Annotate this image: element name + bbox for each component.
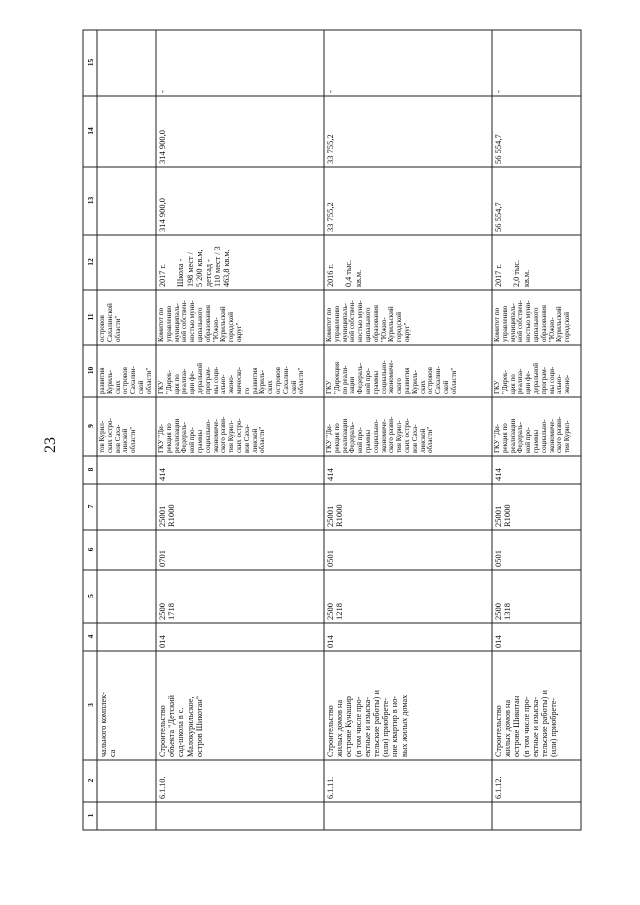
column-header-15: 15 — [86, 58, 95, 67]
table-cell-1-7: 25001 R1000 — [157, 504, 177, 527]
table-cell-2-6: 0501 — [325, 550, 335, 567]
continued-cell-c3: чального комплек- са — [99, 692, 118, 757]
table-cell-2-15: - — [325, 90, 335, 93]
table-cell-3-7: 25001 R1000 — [493, 504, 513, 527]
table-cell-1-6: 0701 — [157, 550, 167, 567]
table-cell-1-12: 2017 г. Школа - 198 мест / 5 200 кв.м, детсад - 110 мест / 3 463,8 кв.м. — [158, 246, 232, 287]
table-cell-1-15: - — [157, 90, 167, 93]
page-number: 23 — [42, 437, 59, 453]
table-cell-2-7: 25001 R1000 — [325, 504, 345, 527]
continued-cell-c9: тов Курил- ских остро- вов Саха- линской области" — [98, 418, 138, 453]
table-cell-1-13: 314 900,0 — [157, 198, 167, 232]
table-cell-1-4: 014 — [157, 635, 167, 648]
table-cell-1-9: ГКУ "Ди- рекция по реализации Федераль- ной про- граммы социально- экономиче- ского разви- тия Курил- ских остро- вов Саха- линской области" — [157, 416, 267, 453]
column-header-13: 13 — [86, 196, 95, 205]
table-cell-1-2: 6.1.10. — [158, 776, 167, 799]
table-cell-2-14: 33 755,2 — [325, 134, 335, 164]
table-cell-2-13: 33 755,2 — [325, 202, 335, 232]
table-cell-3-12: 2017 г. 2,0 тыс. кв.м. — [494, 259, 531, 287]
table-cell-3-3: Строительство жилых домов на острове Шикотан (в том числе про- ектные и изыска- тельские работы) и (или) приобрете- — [494, 690, 559, 757]
table-cell-3-8: 414 — [493, 468, 503, 481]
table-cell-2-3: Строительство жилых домов на острове Кунашир (в том числе про- ектные и изыска- тельские работы) и (или) приобрете- ние квартир в но- вых жилых домах — [326, 690, 409, 757]
column-header-7: 7 — [86, 504, 95, 509]
column-header-10: 10 — [86, 366, 95, 375]
table-cell-2-11: Комитет по управлению муниципаль- ной собствен- ностью муни- ципального образования "Южно- Курильский городской округ" — [325, 300, 411, 342]
table-cell-2-9: ГКУ "Ди- рекция по реализации Федераль- ной про- граммы социально- экономиче- ского разви- тия Курил- ских остро- вов Саха- линской области" — [325, 416, 435, 453]
table-cell-3-6: 0501 — [493, 550, 503, 567]
table-cell-3-11: Комитет по управлению муниципаль- ной собствен- ностью муни- ципального образования "Южно- Курильский городской — [493, 300, 572, 342]
table-cell-1-10: ГКУ "Дирек- ция по реализа- ции фе- деральной програм- мы соци- ально- эконо- мическо- го развития Куриль- ских островов Сахалин- ской области" — [157, 362, 306, 394]
column-header-4: 4 — [86, 634, 95, 639]
table-cell-3-2: 6.1.12. — [494, 776, 503, 799]
column-header-9: 9 — [86, 424, 95, 428]
column-header-5: 5 — [86, 594, 95, 598]
table-cell-2-8: 414 — [325, 468, 335, 481]
column-header-1: 1 — [86, 813, 95, 818]
table-cell-2-4: 014 — [325, 635, 335, 648]
table-cell-1-8: 414 — [157, 468, 167, 481]
table-cell-1-11: Комитет по управлению муниципаль- ной собствен- ностью муни- ципального образования "Южно- Курильский городской округ" — [157, 300, 243, 342]
table-cell-2-5: 2500 1218 — [325, 603, 345, 620]
table-cell-3-14: 56 554,7 — [493, 134, 503, 164]
table-cell-1-3: Строительство объекта "Детский сад-школа в с. Малокурильское, остров Шикотан" — [158, 695, 204, 757]
table-cell-2-2: 6.1.11. — [326, 776, 335, 799]
column-header-3: 3 — [86, 703, 95, 707]
table-cell-2-12: 2016 г. 0,4 тыс. кв.м. — [326, 259, 363, 287]
continued-cell-c10: развития Куриль- ских островов Сахалин- ской области" — [98, 366, 153, 394]
table-cell-1-5: 2500 1718 — [157, 603, 177, 620]
column-header-14: 14 — [86, 127, 95, 135]
column-header-11: 11 — [86, 313, 95, 321]
column-header-8: 8 — [86, 467, 95, 472]
table-cell-3-5: 2500 1318 — [493, 603, 513, 620]
column-header-6: 6 — [86, 547, 95, 552]
table-cell-3-9: ГКУ "Ди- рекция по реализации Федераль- ной про- граммы социально- экономиче- ского разви- тия Курил- — [493, 416, 572, 453]
table-cell-3-10: ГКУ "Дирек- ция по реализа- ции фе- деральной програм- мы соци- ально- эконо- — [493, 362, 572, 394]
table-cell-3-4: 014 — [493, 635, 503, 648]
table-cell-3-15: - — [493, 90, 503, 93]
continued-cell-c11: островов Сахалинской области" — [98, 303, 122, 342]
table-cell-1-14: 314 900,0 — [157, 130, 167, 164]
table-cell-2-10: ГКУ "Дирекция по реали- зации Федераль- ной про- граммы социально- экономиче- ского развития Куриль- ских островов Сахалин- ской области" — [325, 360, 458, 394]
column-header-2: 2 — [86, 778, 95, 783]
table-cell-3-13: 56 554,7 — [493, 202, 503, 232]
column-header-12: 12 — [86, 258, 95, 266]
